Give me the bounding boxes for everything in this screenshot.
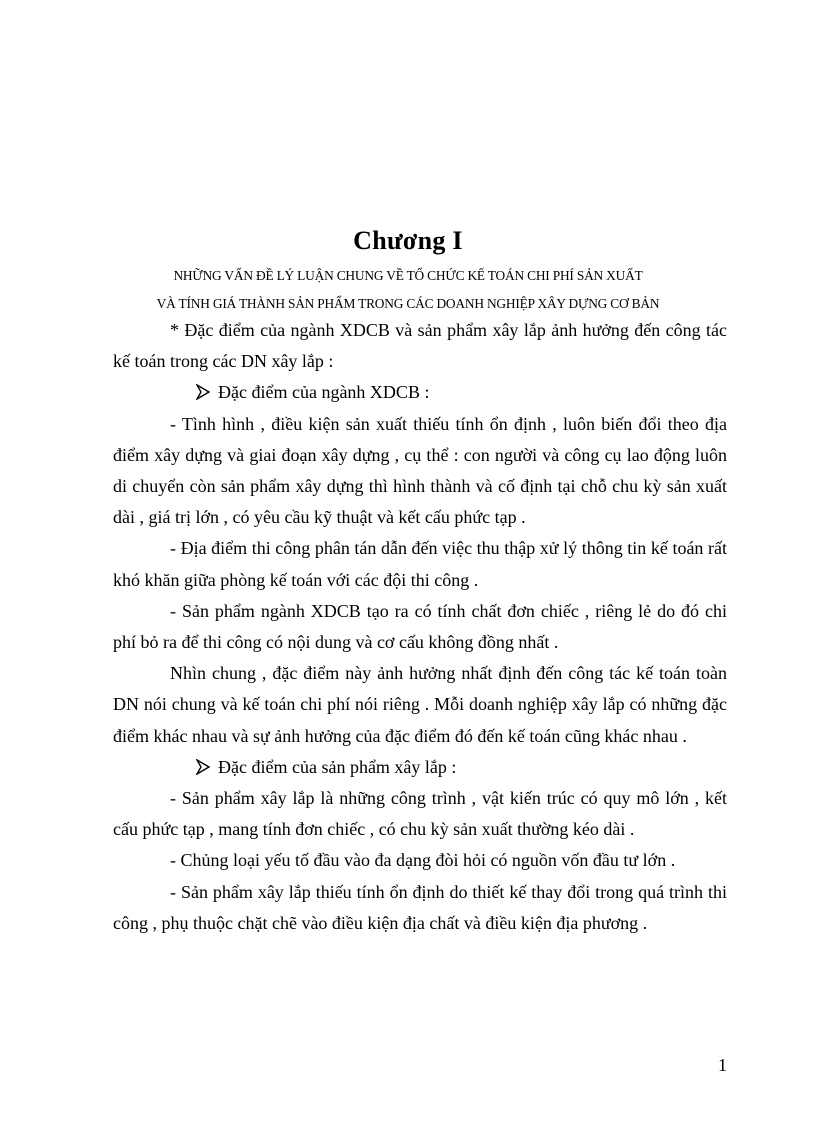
paragraph-instability: - Sản phẩm xây lắp thiếu tính ổn định do thiết kế thay đổi trong quá trình thi công , phụ thuộc chặt chẽ vào điều kiện địa chất và điều kiện địa phương .	[113, 881, 727, 933]
arrowhead-bullet-icon	[196, 379, 210, 395]
paragraph-product-scale: - Sản phẩm xây lắp là những công trình , vật kiến trúc có quy mô lớn , kết cấu phức tạp , mang tính đơn chiếc , có chu kỳ sản xuất thường kéo dài .	[113, 788, 727, 840]
page-number: 1	[718, 1055, 727, 1075]
arrowhead-bullet-icon	[196, 754, 210, 770]
paragraph-intro: * Đặc điểm của ngành XDCB và sản phẩm xây lắp ảnh hưởng đến công tác kế toán trong các DN xây lắp :	[113, 320, 727, 372]
paragraph-location: - Địa điểm thi công phân tán dẫn đến việc thu thập xử lý thông tin kế toán rất khó khăn giữa phòng kế toán với các đội thi công .	[113, 538, 727, 590]
bullet-heading-industry-label: Đặc điểm của ngành XDCB :	[218, 382, 430, 403]
bullet-heading-product	[113, 752, 727, 783]
paragraph-summary: Nhìn chung , đặc điểm này ảnh hưởng nhất định đến công tác kế toán toàn DN nói chung và kế toán chi phí nói riêng . Mỗi doanh nghiệp xây lắp có những đặc điểm khác nhau và sự ảnh hưởng của đặc điểm đó đến kế toán cũng khác nhau .	[113, 663, 727, 746]
chapter-title: Chương I	[353, 226, 463, 255]
bullet-heading-industry	[113, 377, 727, 408]
paragraph-product-single: - Sản phẩm ngành XDCB tạo ra có tính chất đơn chiếc , riêng lẻ do đó chi phí bỏ ra để thi công có nội dung và cơ cấu không đồng nhất .	[113, 600, 727, 653]
chapter-subtitle-line-2: VÀ TÍNH GIÁ THÀNH SẢN PHẨM TRONG CÁC DOANH NGHIỆP XÂY DỰNG CƠ BẢN	[156, 296, 660, 311]
paragraph-inputs: - Chủng loại yếu tố đầu vào đa dạng đòi hỏi có nguồn vốn đầu tư lớn .	[170, 850, 676, 871]
body-text	[113, 315, 727, 939]
chapter-subtitle-line-1: NHỮNG VẤN ĐỀ LÝ LUẬN CHUNG VỀ TỔ CHỨC KẾ TOÁN CHI PHÍ SẢN XUẤT	[173, 268, 643, 283]
bullet-heading-product-label: Đặc điểm của sản phẩm xây lắp :	[218, 756, 457, 777]
paragraph-conditions: - Tình hình , điều kiện sản xuất thiếu tính ổn định , luôn biến đổi theo địa điểm xây dựng và giai đoạn xây dựng , cụ thể : con người và công cụ lao động luôn di chuyển còn sản phẩm xây dựng thì hình thành và cố định tại chỗ chu kỳ sản xuất dài , giá trị lớn , có yêu cầu kỹ thuật và kết cấu phức tạp .	[113, 413, 727, 528]
